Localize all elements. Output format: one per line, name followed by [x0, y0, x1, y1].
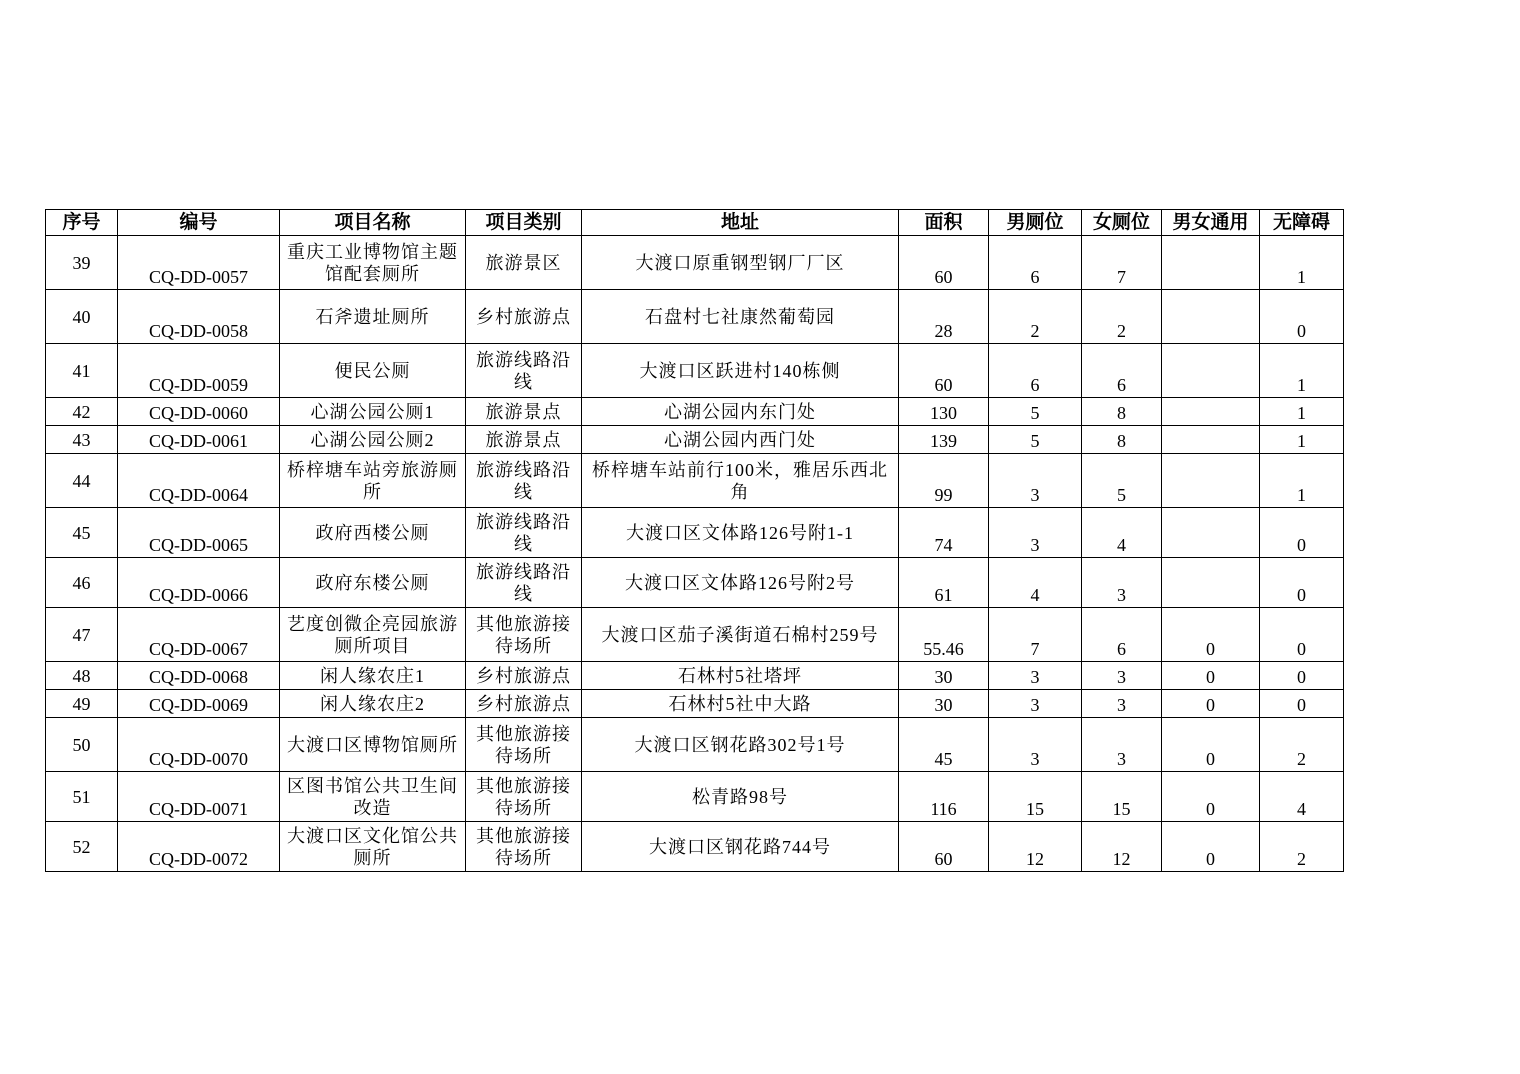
cell-category: 乡村旅游点 — [466, 290, 582, 344]
cell-accessible: 0 — [1260, 558, 1344, 608]
cell-unisex — [1162, 290, 1260, 344]
cell-name: 政府东楼公厕 — [280, 558, 466, 608]
cell-unisex — [1162, 344, 1260, 398]
cell-female: 3 — [1082, 690, 1162, 718]
cell-unisex: 0 — [1162, 772, 1260, 822]
cell-area: 30 — [899, 662, 989, 690]
table-row — [46, 718, 1344, 772]
cell-male: 3 — [989, 718, 1082, 772]
table-row — [46, 398, 1344, 426]
header-seq: 序号 — [46, 210, 118, 236]
cell-female: 3 — [1082, 662, 1162, 690]
cell-unisex — [1162, 236, 1260, 290]
cell-seq: 50 — [46, 718, 118, 772]
cell-category: 其他旅游接待场所 — [466, 772, 582, 822]
cell-code: CQ-DD-0072 — [118, 822, 280, 872]
cell-category: 乡村旅游点 — [466, 690, 582, 718]
cell-address: 桥梓塘车站前行100米，雅居乐西北角 — [582, 454, 899, 508]
cell-code: CQ-DD-0066 — [118, 558, 280, 608]
cell-name: 石斧遗址厕所 — [280, 290, 466, 344]
cell-name: 重庆工业博物馆主题馆配套厕所 — [280, 236, 466, 290]
cell-name: 桥梓塘车站旁旅游厕所 — [280, 454, 466, 508]
cell-seq: 51 — [46, 772, 118, 822]
cell-male: 3 — [989, 662, 1082, 690]
cell-female: 6 — [1082, 608, 1162, 662]
cell-female: 12 — [1082, 822, 1162, 872]
table-row — [46, 608, 1344, 662]
table-row — [46, 454, 1344, 508]
cell-category: 旅游景点 — [466, 426, 582, 454]
header-male: 男厕位 — [989, 210, 1082, 236]
cell-code: CQ-DD-0070 — [118, 718, 280, 772]
header-area: 面积 — [899, 210, 989, 236]
cell-unisex: 0 — [1162, 718, 1260, 772]
cell-seq: 46 — [46, 558, 118, 608]
cell-category: 其他旅游接待场所 — [466, 822, 582, 872]
cell-accessible: 2 — [1260, 718, 1344, 772]
cell-female: 2 — [1082, 290, 1162, 344]
cell-address: 大渡口区文体路126号附2号 — [582, 558, 899, 608]
cell-accessible: 0 — [1260, 690, 1344, 718]
cell-male: 3 — [989, 454, 1082, 508]
cell-address: 大渡口区钢花路744号 — [582, 822, 899, 872]
cell-address: 心湖公园内西门处 — [582, 426, 899, 454]
cell-area: 74 — [899, 508, 989, 558]
cell-unisex — [1162, 454, 1260, 508]
cell-male: 6 — [989, 236, 1082, 290]
table-row — [46, 690, 1344, 718]
header-row — [46, 210, 1344, 236]
cell-female: 8 — [1082, 398, 1162, 426]
cell-female: 3 — [1082, 718, 1162, 772]
cell-category: 旅游线路沿线 — [466, 508, 582, 558]
cell-name: 心湖公园公厕1 — [280, 398, 466, 426]
cell-name: 区图书馆公共卫生间改造 — [280, 772, 466, 822]
cell-code: CQ-DD-0071 — [118, 772, 280, 822]
table-row — [46, 558, 1344, 608]
cell-name: 艺度创微企亮园旅游厕所项目 — [280, 608, 466, 662]
table-row — [46, 236, 1344, 290]
cell-address: 心湖公园内东门处 — [582, 398, 899, 426]
cell-seq: 41 — [46, 344, 118, 398]
cell-code: CQ-DD-0060 — [118, 398, 280, 426]
cell-seq: 47 — [46, 608, 118, 662]
cell-address: 松青路98号 — [582, 772, 899, 822]
cell-seq: 43 — [46, 426, 118, 454]
cell-male: 3 — [989, 508, 1082, 558]
header-address: 地址 — [582, 210, 899, 236]
cell-address: 大渡口区跃进村140栋侧 — [582, 344, 899, 398]
cell-accessible: 1 — [1260, 344, 1344, 398]
cell-male: 6 — [989, 344, 1082, 398]
cell-male: 3 — [989, 690, 1082, 718]
cell-category: 其他旅游接待场所 — [466, 718, 582, 772]
cell-male: 2 — [989, 290, 1082, 344]
header-name: 项目名称 — [280, 210, 466, 236]
cell-male: 7 — [989, 608, 1082, 662]
cell-area: 55.46 — [899, 608, 989, 662]
cell-code: CQ-DD-0057 — [118, 236, 280, 290]
cell-accessible: 4 — [1260, 772, 1344, 822]
cell-category: 旅游线路沿线 — [466, 454, 582, 508]
cell-male: 5 — [989, 426, 1082, 454]
cell-female: 3 — [1082, 558, 1162, 608]
cell-category: 旅游景点 — [466, 398, 582, 426]
cell-name: 政府西楼公厕 — [280, 508, 466, 558]
cell-category: 旅游线路沿线 — [466, 558, 582, 608]
cell-female: 15 — [1082, 772, 1162, 822]
cell-seq: 48 — [46, 662, 118, 690]
cell-accessible: 1 — [1260, 454, 1344, 508]
table-row — [46, 426, 1344, 454]
table-row — [46, 344, 1344, 398]
cell-name: 心湖公园公厕2 — [280, 426, 466, 454]
cell-male: 5 — [989, 398, 1082, 426]
cell-unisex: 0 — [1162, 608, 1260, 662]
cell-unisex — [1162, 558, 1260, 608]
cell-male: 15 — [989, 772, 1082, 822]
cell-unisex — [1162, 508, 1260, 558]
cell-accessible: 2 — [1260, 822, 1344, 872]
cell-category: 乡村旅游点 — [466, 662, 582, 690]
cell-accessible: 0 — [1260, 290, 1344, 344]
cell-area: 28 — [899, 290, 989, 344]
cell-unisex: 0 — [1162, 690, 1260, 718]
table-row — [46, 662, 1344, 690]
cell-area: 60 — [899, 822, 989, 872]
cell-name: 闲人缘农庄2 — [280, 690, 466, 718]
cell-category: 旅游线路沿线 — [466, 344, 582, 398]
cell-female: 8 — [1082, 426, 1162, 454]
cell-seq: 44 — [46, 454, 118, 508]
cell-seq: 52 — [46, 822, 118, 872]
cell-seq: 45 — [46, 508, 118, 558]
cell-area: 130 — [899, 398, 989, 426]
cell-area: 116 — [899, 772, 989, 822]
cell-area: 45 — [899, 718, 989, 772]
cell-male: 12 — [989, 822, 1082, 872]
cell-seq: 39 — [46, 236, 118, 290]
cell-code: CQ-DD-0069 — [118, 690, 280, 718]
cell-address: 石林村5社中大路 — [582, 690, 899, 718]
cell-name: 大渡口区文化馆公共厕所 — [280, 822, 466, 872]
cell-code: CQ-DD-0065 — [118, 508, 280, 558]
cell-address: 石盘村七社康然葡萄园 — [582, 290, 899, 344]
cell-area: 139 — [899, 426, 989, 454]
cell-address: 大渡口原重钢型钢厂厂区 — [582, 236, 899, 290]
cell-code: CQ-DD-0059 — [118, 344, 280, 398]
cell-accessible: 0 — [1260, 508, 1344, 558]
table-row — [46, 822, 1344, 872]
table-row — [46, 290, 1344, 344]
cell-female: 5 — [1082, 454, 1162, 508]
cell-area: 30 — [899, 690, 989, 718]
cell-accessible: 0 — [1260, 608, 1344, 662]
cell-area: 61 — [899, 558, 989, 608]
header-code: 编号 — [118, 210, 280, 236]
cell-female: 4 — [1082, 508, 1162, 558]
cell-female: 7 — [1082, 236, 1162, 290]
cell-code: CQ-DD-0068 — [118, 662, 280, 690]
cell-unisex: 0 — [1162, 822, 1260, 872]
cell-address: 大渡口区文体路126号附1-1 — [582, 508, 899, 558]
cell-unisex — [1162, 426, 1260, 454]
header-category: 项目类别 — [466, 210, 582, 236]
cell-accessible: 1 — [1260, 398, 1344, 426]
cell-address: 石林村5社塔坪 — [582, 662, 899, 690]
cell-name: 大渡口区博物馆厕所 — [280, 718, 466, 772]
header-unisex: 男女通用 — [1162, 210, 1260, 236]
cell-seq: 40 — [46, 290, 118, 344]
cell-female: 6 — [1082, 344, 1162, 398]
cell-area: 99 — [899, 454, 989, 508]
cell-category: 旅游景区 — [466, 236, 582, 290]
cell-unisex — [1162, 398, 1260, 426]
table-row — [46, 508, 1344, 558]
cell-unisex: 0 — [1162, 662, 1260, 690]
cell-address: 大渡口区茄子溪街道石棉村259号 — [582, 608, 899, 662]
cell-code: CQ-DD-0058 — [118, 290, 280, 344]
cell-address: 大渡口区钢花路302号1号 — [582, 718, 899, 772]
cell-code: CQ-DD-0064 — [118, 454, 280, 508]
cell-accessible: 1 — [1260, 426, 1344, 454]
cell-accessible: 1 — [1260, 236, 1344, 290]
toilet-table — [45, 209, 1344, 872]
cell-name: 闲人缘农庄1 — [280, 662, 466, 690]
cell-code: CQ-DD-0067 — [118, 608, 280, 662]
cell-seq: 42 — [46, 398, 118, 426]
cell-area: 60 — [899, 236, 989, 290]
table-row — [46, 772, 1344, 822]
cell-code: CQ-DD-0061 — [118, 426, 280, 454]
cell-category: 其他旅游接待场所 — [466, 608, 582, 662]
cell-seq: 49 — [46, 690, 118, 718]
cell-accessible: 0 — [1260, 662, 1344, 690]
header-accessible: 无障碍 — [1260, 210, 1344, 236]
cell-area: 60 — [899, 344, 989, 398]
cell-name: 便民公厕 — [280, 344, 466, 398]
header-female: 女厕位 — [1082, 210, 1162, 236]
cell-male: 4 — [989, 558, 1082, 608]
